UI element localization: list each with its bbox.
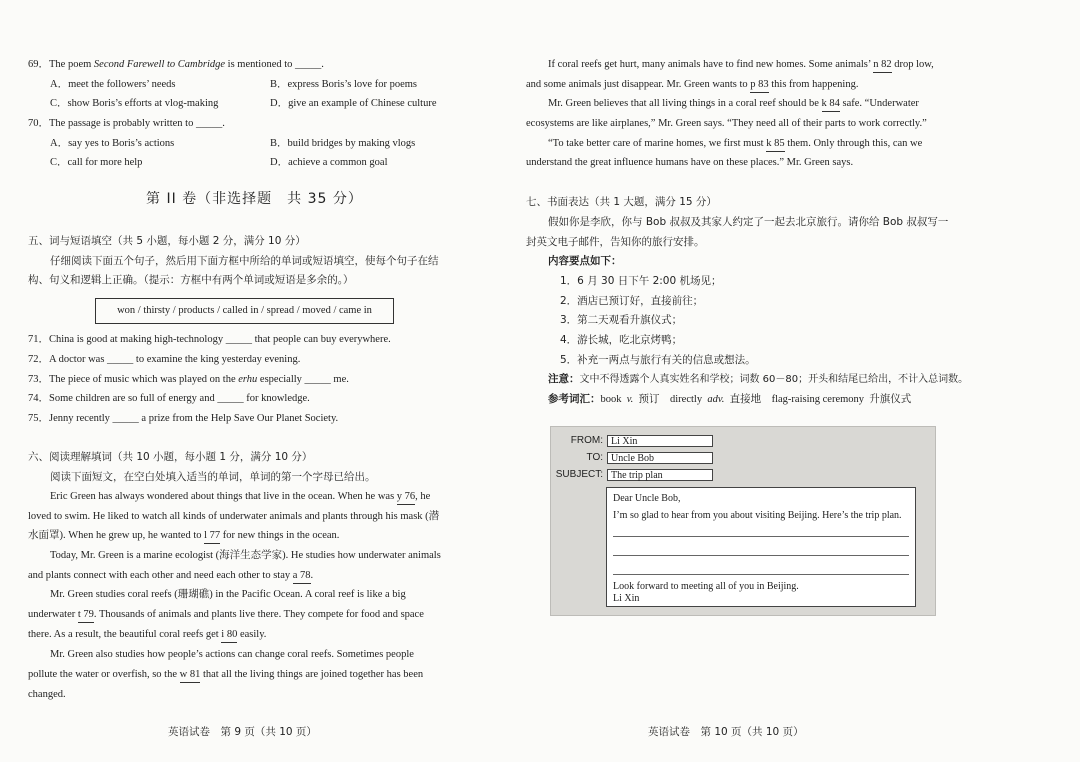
points-title: 内容要点如下： xyxy=(548,255,622,267)
email-form xyxy=(550,426,936,616)
passage-line: 水面罩). When he grew up, he wanted to l 77 for new things in the ocean. xyxy=(28,529,339,544)
part2-title: 第 II 卷（非选择题 共 35 分） xyxy=(146,191,363,207)
q69-stem: 69．The poem Second Farewell to Cambridge is mentioned to _____. xyxy=(28,59,324,70)
email-greeting: Dear Uncle Bob, xyxy=(613,493,681,504)
section5-instructions-1: 仔细阅读下面五个句子，然后用下面方框中所给的单词或短语填空，使每个句子在结 xyxy=(50,255,439,267)
email-signature: Li Xin xyxy=(613,593,640,604)
section7-intro-2: 封英文电子邮件，告知你的旅行安排。 xyxy=(526,236,705,248)
point-item: 3．第二天观看升旗仪式； xyxy=(560,314,683,326)
to-field[interactable]: Uncle Bob xyxy=(607,452,713,464)
section6-instructions: 阅读下面短文，在空白处填入适当的单词，单词的第一个字母已给出。 xyxy=(50,471,376,483)
email-opening: I’m so glad to hear from you about visiting Beijing. Here’s the trip plan. xyxy=(613,510,902,521)
blank-81: w 81 xyxy=(180,668,201,683)
q69-option-c: C．show Boris’s efforts at vlog-making xyxy=(50,98,219,109)
q70-option-c: C．call for more help xyxy=(50,157,143,168)
section7-intro-1: 假如你是李欣，你与 Bob 叔叔及其家人约定了一起去北京旅行。请你给 Bob 叔叔写一 xyxy=(548,216,949,228)
from-label: FROM: xyxy=(570,435,603,446)
passage-line: underwater t 79. Thousands of animals and plants live there. They compete for food and space xyxy=(28,608,424,623)
passage-line: Mr. Green also studies how people’s actions can change coral reefs. Sometimes people xyxy=(50,649,414,660)
q74: 74．Some children are so full of energy and _____ for knowledge. xyxy=(28,393,310,404)
passage-line: pollute the water or overfish, so the w 81 that all the living things are joined together has been xyxy=(28,668,423,683)
blank-83: p 83 xyxy=(750,78,768,93)
point-item: 4．游长城，吃北京烤鸭； xyxy=(560,334,683,346)
right-page xyxy=(526,0,1080,762)
blank-84: k 84 xyxy=(822,97,840,112)
blank-79: t 79 xyxy=(78,608,94,623)
section5-instructions-2: 构、句义和逻辑上正确。（提示：方框中有两个单词或短语是多余的。） xyxy=(28,274,354,286)
q73: 73．The piece of music which was played on the erhu especially _____ me. xyxy=(28,374,349,385)
writing-line xyxy=(613,555,909,556)
writing-line xyxy=(613,574,909,575)
passage-line: Mr. Green believes that all living things in a coral reef should be k 84 safe. “Underwater xyxy=(548,97,919,112)
section5-title: 五、词与短语填空（共 5 小题，每小题 2 分，满分 10 分） xyxy=(28,235,306,247)
blank-80: i 80 xyxy=(221,628,237,643)
q72: 72．A doctor was _____ to examine the king yesterday evening. xyxy=(28,354,301,365)
passage-line: Mr. Green studies coral reefs (珊瑚礁) in the Pacific Ocean. A coral reef is like a big xyxy=(50,589,406,600)
q70-option-a: A．say yes to Boris’s actions xyxy=(50,138,175,149)
passage-line: loved to swim. He liked to watch all kinds of underwater animals and plants through his mask (潜 xyxy=(28,511,440,522)
point-item: 2．酒店已预订好，直接前往； xyxy=(560,295,704,307)
passage-line: Eric Green has always wondered about things that live in the ocean. When he was y 76, he xyxy=(50,490,430,505)
passage-line: changed. xyxy=(28,689,66,700)
vocab-line: 参考词汇：book v. 预订 directly adv. 直接地 flag-raising ceremony 升旗仪式 xyxy=(548,393,912,405)
page-footer: 英语试卷 第 9 页（共 10 页） xyxy=(168,726,317,738)
blank-82: n 82 xyxy=(873,58,891,73)
q69-option-b: B．express Boris’s love for poems xyxy=(270,79,417,90)
q70-option-b: B．build bridges by making vlogs xyxy=(270,138,416,149)
blank-76: y 76 xyxy=(397,490,415,505)
from-field[interactable]: Li Xin xyxy=(607,435,713,447)
passage-line: there. As a result, the beautiful coral reefs get i 80 easily. xyxy=(28,628,266,643)
word-box-text: won / thirsty / products / called in / spread / moved / came in xyxy=(117,305,372,316)
email-closing: Look forward to meeting all of you in Beijing. xyxy=(613,581,799,592)
q71: 71．China is good at making high-technology _____ that people can buy everywhere. xyxy=(28,334,391,345)
note: 注意：文中不得透露个人真实姓名和学校；词数 60－80；开头和结尾已给出，不计入总词数。 xyxy=(548,373,969,385)
point-item: 1．6 月 30 日下午 2:00 机场见； xyxy=(560,275,722,287)
passage-line: If coral reefs get hurt, many animals have to find new homes. Some animals’ n 82 drop low, xyxy=(548,58,934,73)
q75: 75．Jenny recently _____ a prize from the Help Save Our Planet Society. xyxy=(28,413,339,424)
blank-85: k 85 xyxy=(766,137,784,152)
writing-line xyxy=(613,536,909,537)
passage-line: “To take better care of marine homes, we first must k 85 them. Only through this, can we xyxy=(548,137,922,152)
q69-option-d: D．give an example of Chinese culture xyxy=(270,98,437,109)
blank-77: l 77 xyxy=(204,529,220,544)
word-box xyxy=(95,298,394,324)
q69-option-a: A．meet the followers’ needs xyxy=(50,79,176,90)
subject-field[interactable]: The trip plan xyxy=(607,469,713,481)
passage-line: understand the great influence humans have on these places.” Mr. Green says. xyxy=(526,157,854,168)
passage-line: ecosystems are like airplanes,” Mr. Green says. “They need all of their parts to work correctly.” xyxy=(526,118,927,129)
section6-title: 六、阅读理解填词（共 10 小题，每小题 1 分，满分 10 分） xyxy=(28,451,313,463)
q70-stem: 70．The passage is probably written to _____. xyxy=(28,118,225,129)
passage-line: and plants connect with each other and need each other to stay a 78. xyxy=(28,569,313,584)
q70-option-d: D．achieve a common goal xyxy=(270,157,388,168)
page-footer: 英语试卷 第 10 页（共 10 页） xyxy=(648,726,804,738)
blank-78: a 78 xyxy=(293,569,311,584)
email-body[interactable] xyxy=(606,487,916,607)
subject-label: SUBJECT: xyxy=(555,469,603,480)
point-item: 5．补充一两点与旅行有关的信息或想法。 xyxy=(560,354,756,366)
section7-title: 七、书面表达（共 1 大题，满分 15 分） xyxy=(526,196,717,208)
passage-line: Today, Mr. Green is a marine ecologist (海洋生态学家). He studies how underwater animals xyxy=(50,550,441,561)
passage-line: and some animals just disappear. Mr. Green wants to p 83 this from happening. xyxy=(526,78,858,93)
to-label: TO: xyxy=(586,452,603,463)
